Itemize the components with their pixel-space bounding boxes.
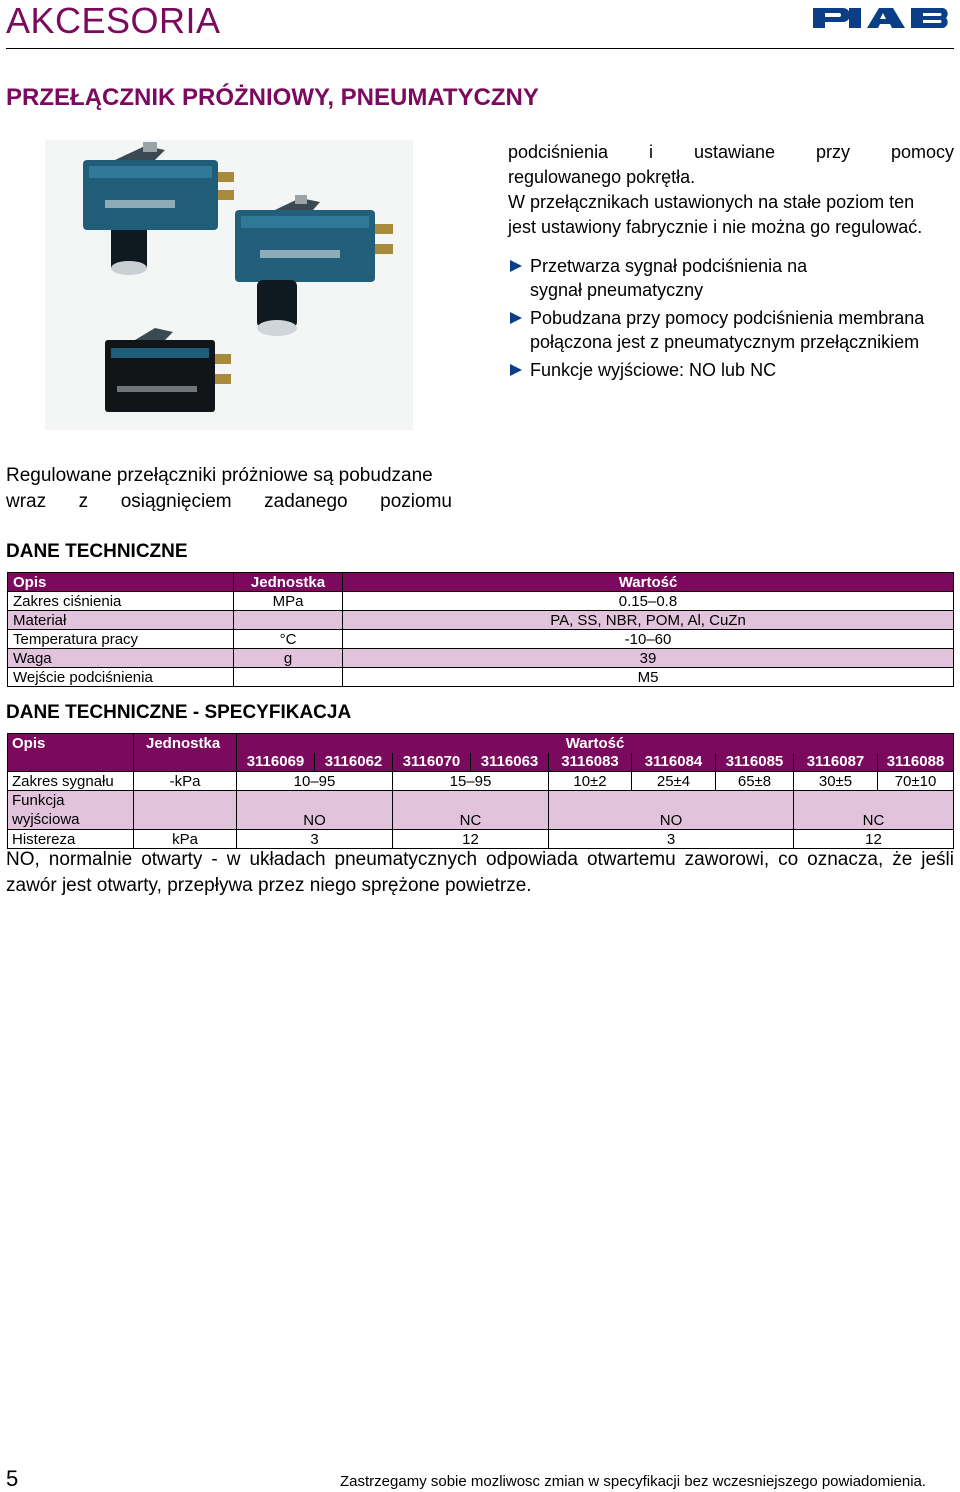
table-header-row <box>8 734 954 753</box>
cell: -10–60 <box>343 630 954 649</box>
col-header: Opis <box>8 573 234 592</box>
note-paragraph: NO, normalnie otwarty - w układach pneumatycznych odpowiada otwartemu zaworowi, co oznacza, że jeśli zawór jest otwarty, przepływa przez niego sprężone powietrze. <box>6 849 954 896</box>
product-code: 3116070 <box>393 753 471 772</box>
cell: 39 <box>343 649 954 668</box>
cell: °C <box>234 630 343 649</box>
product-photo <box>45 140 413 430</box>
table-header-row <box>8 573 954 592</box>
product-code: 3116062 <box>315 753 393 772</box>
table-row <box>8 630 954 649</box>
col-header: Jednostka <box>234 573 343 592</box>
cell: PA, SS, NBR, POM, Al, CuZn <box>343 611 954 630</box>
table-row <box>8 791 954 830</box>
cell: 15–95 <box>393 772 549 791</box>
cell: 12 <box>794 830 954 849</box>
cell <box>234 611 343 630</box>
cell: 0.15–0.8 <box>343 592 954 611</box>
cell: 25±4 <box>632 772 716 791</box>
cell: Funkcja wyjściowa <box>8 791 134 830</box>
feature-list <box>508 254 954 386</box>
piab-logo <box>811 6 953 30</box>
table-row <box>8 649 954 668</box>
tech-table <box>7 572 954 687</box>
table-row <box>8 668 954 687</box>
spec-table <box>7 733 954 849</box>
text-line: W przełącznikach ustawionych na stałe poziom ten <box>508 192 915 212</box>
cell: NC <box>393 791 549 830</box>
intro-paragraph <box>6 463 452 515</box>
text-line: podciśnienia i ustawiane przy pomocy <box>508 142 954 162</box>
cell: Materiał <box>8 611 234 630</box>
col-header: Opis <box>8 734 134 753</box>
col-header: Wartość <box>343 573 954 592</box>
cell <box>8 753 134 772</box>
table-row <box>8 592 954 611</box>
product-code: 3116087 <box>794 753 878 772</box>
cell: 3 <box>237 830 393 849</box>
cell: Zakres ciśnienia <box>8 592 234 611</box>
col-header: Jednostka <box>134 734 237 753</box>
page-category-title: AKCESORIA <box>6 0 221 41</box>
cell: 10–95 <box>237 772 393 791</box>
cell: Histereza <box>8 830 134 849</box>
text-line: regulowanego pokrętła. <box>508 167 696 187</box>
product-code: 3116063 <box>471 753 549 772</box>
feature-item: Przetwarza sygnał podciśnienia na sygnał pneumatyczny <box>508 254 954 302</box>
table-row <box>8 611 954 630</box>
footer-disclaimer: Zastrzegamy sobie mozliwosc zmian w specyfikacji bez wczesniejszego powiadomienia. <box>340 1473 927 1490</box>
table-code-row <box>8 753 954 772</box>
cell: Temperatura pracy <box>8 630 234 649</box>
bullet-triangle-icon <box>510 312 522 324</box>
cell <box>134 791 237 830</box>
cell: 65±8 <box>716 772 794 791</box>
cell <box>134 753 237 772</box>
product-code: 3116069 <box>237 753 315 772</box>
cell: Waga <box>8 649 234 668</box>
page-number: 5 <box>6 1466 19 1491</box>
cell <box>234 668 343 687</box>
tech-heading: DANE TECHNICZNE <box>6 541 188 562</box>
product-code: 3116085 <box>716 753 794 772</box>
feature-item: Pobudzana przy pomocy podciśnienia membrana połączona jest z pneumatycznym przełącznikiem <box>508 306 954 354</box>
cell: 10±2 <box>549 772 632 791</box>
cell: MPa <box>234 592 343 611</box>
cell: 3 <box>549 830 794 849</box>
bullet-triangle-icon <box>510 364 522 376</box>
feature-item: Funkcje wyjściowe: NO lub NC <box>508 358 954 382</box>
cell: NO <box>237 791 393 830</box>
cell: 30±5 <box>794 772 878 791</box>
bullet-triangle-icon <box>510 260 522 272</box>
col-header: Wartość <box>237 734 954 753</box>
text-line: wraz z osiągnięciem zadanego poziomu <box>6 491 452 512</box>
section-title: PRZEŁĄCZNIK PRÓŻNIOWY, PNEUMATYCZNY <box>6 84 539 111</box>
cell: 70±10 <box>878 772 954 791</box>
cell: 12 <box>393 830 549 849</box>
spec-heading: DANE TECHNICZNE - SPECYFIKACJA <box>6 702 352 723</box>
cell: g <box>234 649 343 668</box>
product-code: 3116088 <box>878 753 954 772</box>
text-line: Regulowane przełączniki próżniowe są pobudzane <box>6 465 433 486</box>
text-line: jest ustawiony fabrycznie i nie można go regulować. <box>508 217 923 237</box>
product-code: 3116083 <box>549 753 632 772</box>
cell: kPa <box>134 830 237 849</box>
table-row <box>8 772 954 791</box>
header-rule <box>6 48 954 49</box>
cell: NO <box>549 791 794 830</box>
table-row <box>8 830 954 849</box>
description-continued <box>508 140 954 240</box>
product-code: 3116084 <box>632 753 716 772</box>
cell: -kPa <box>134 772 237 791</box>
cell: NC <box>794 791 954 830</box>
cell: Zakres sygnału <box>8 772 134 791</box>
cell: Wejście podciśnienia <box>8 668 234 687</box>
cell: M5 <box>343 668 954 687</box>
